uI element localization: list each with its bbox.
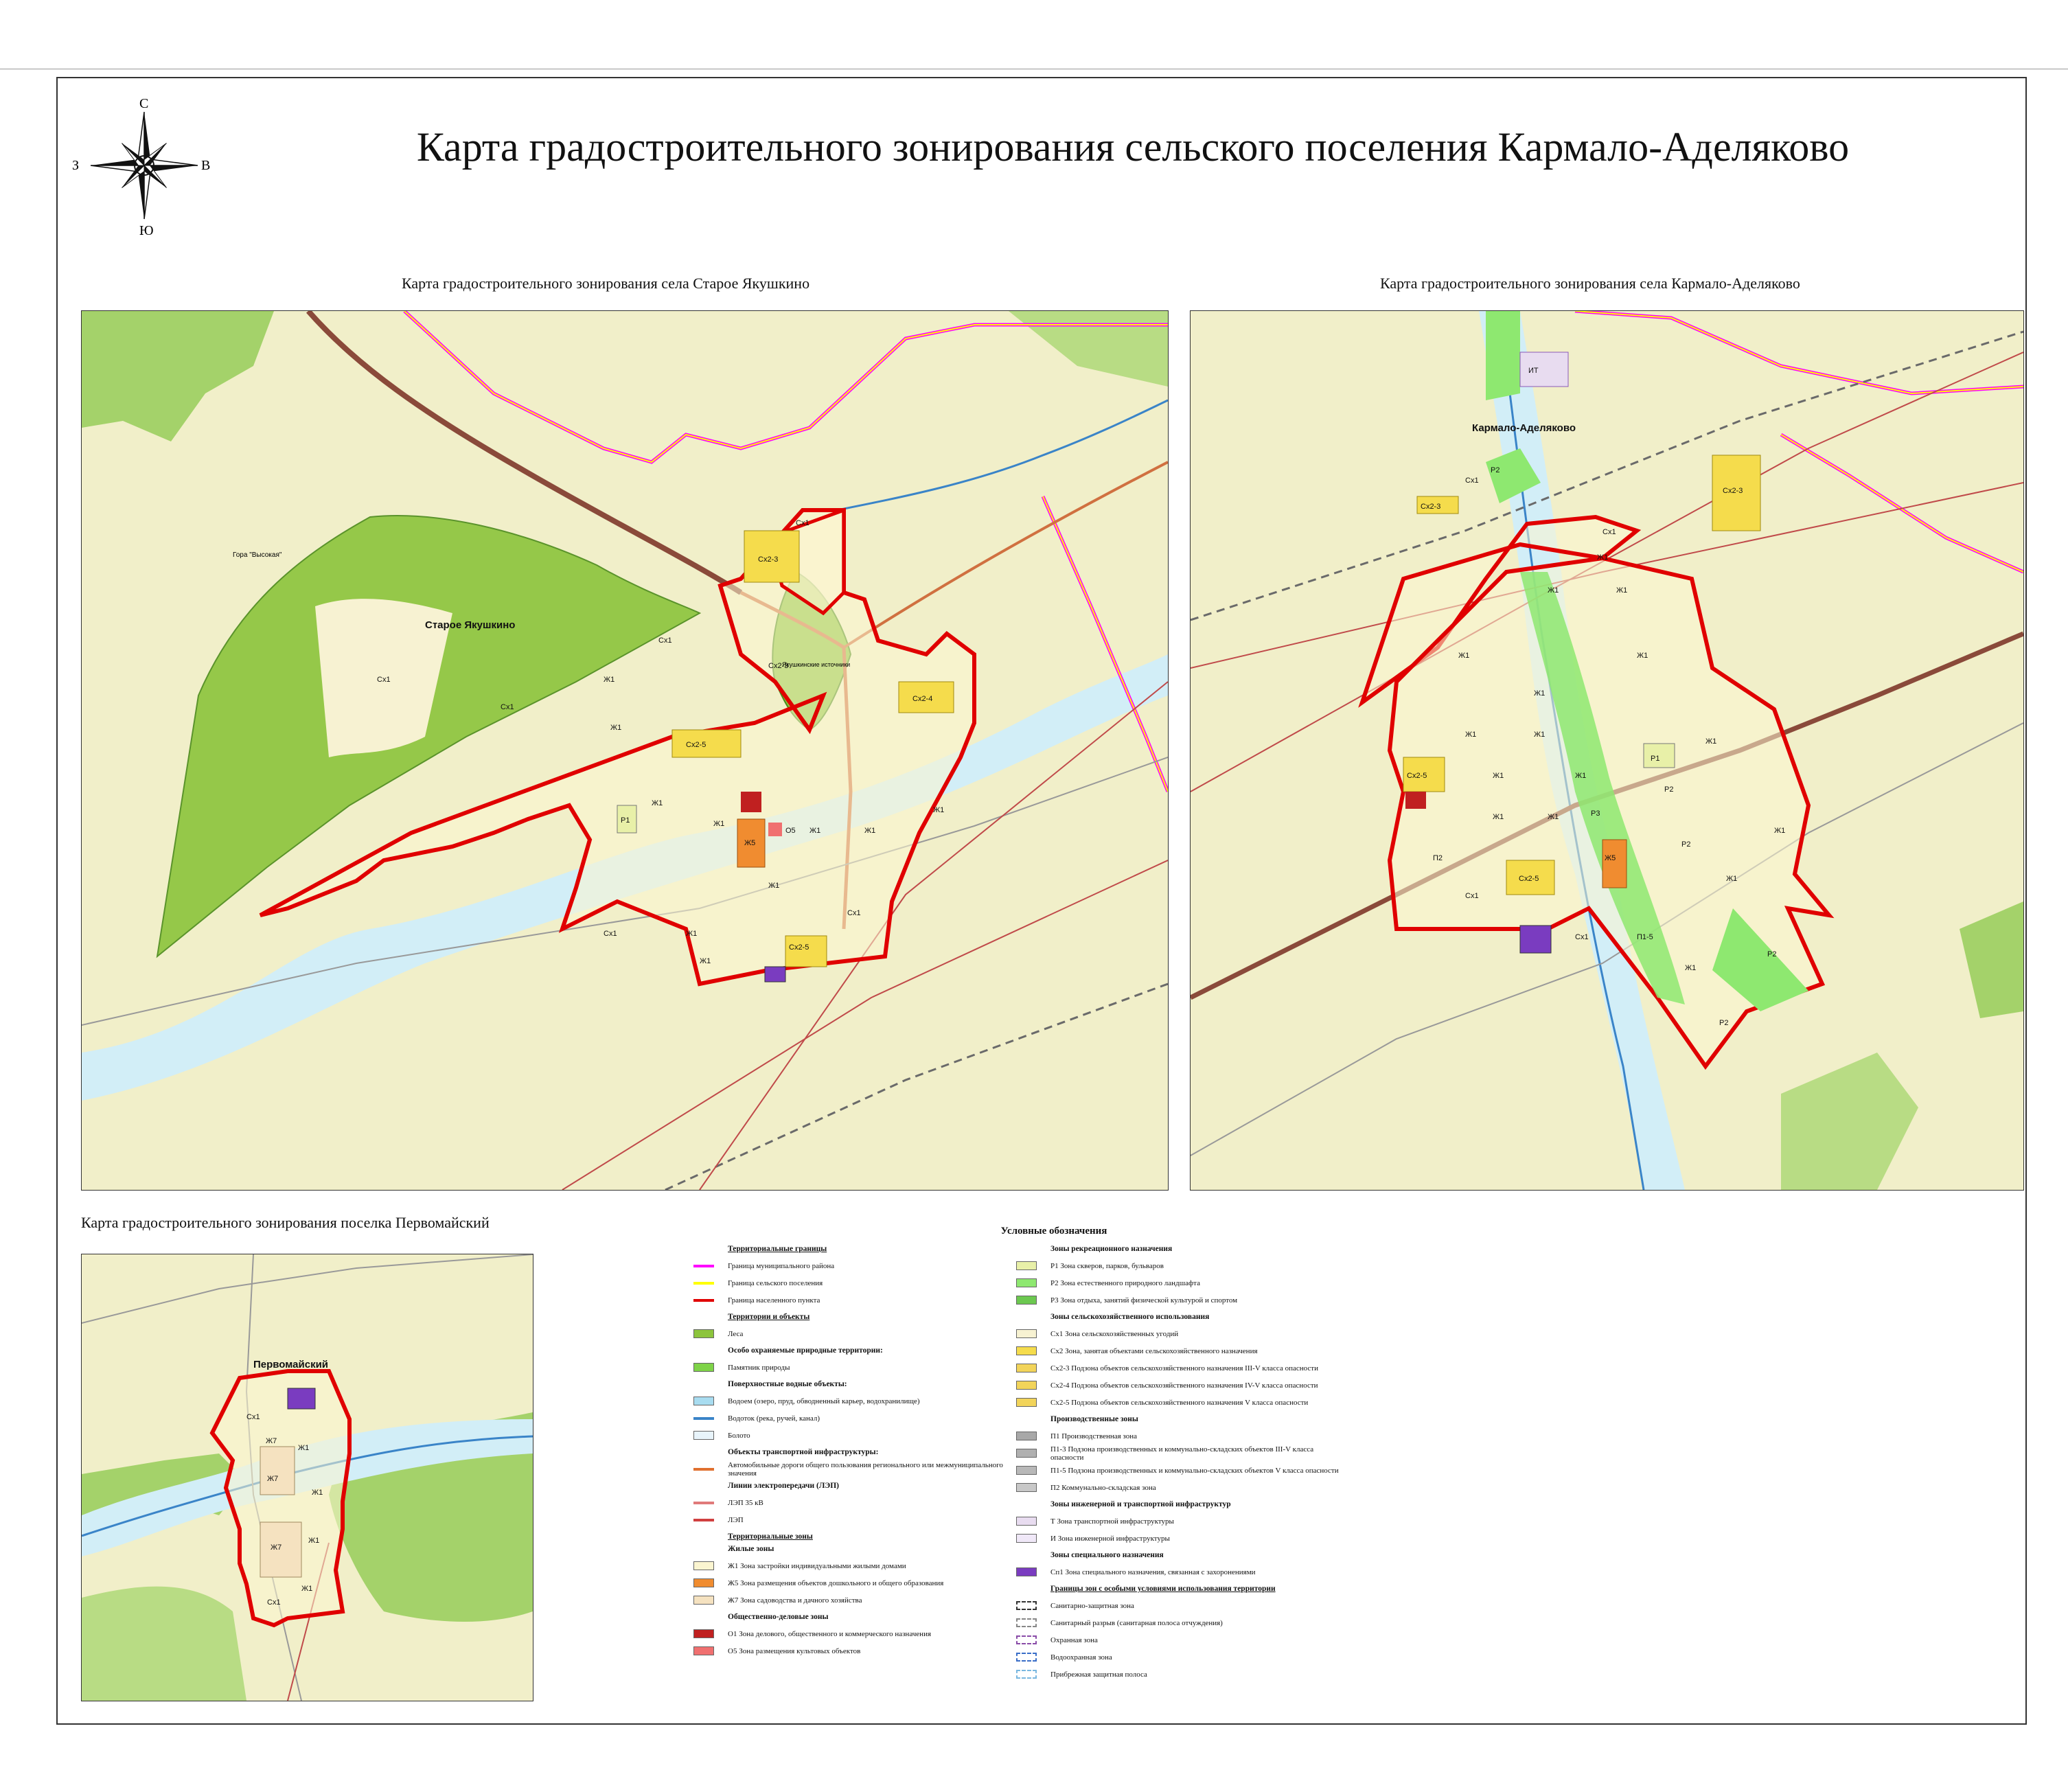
zone-patch-it[interactable]: [1520, 352, 1568, 387]
legend-title: Условные обозначения: [1000, 1226, 1107, 1237]
legend-swatch: [1016, 1381, 1037, 1390]
legend-section-header: Особо охраняемые природные территории:: [728, 1346, 883, 1355]
zone-label: Сх1: [267, 1598, 281, 1607]
legend-item: [693, 1325, 1016, 1342]
legend-item-label: Граница населенного пункта: [728, 1296, 820, 1305]
legend-swatch: [693, 1596, 714, 1605]
map-staroe-yakushkino[interactable]: [81, 310, 1169, 1191]
zone-label: Р2: [1719, 1019, 1729, 1027]
zone-label: Сх1: [246, 1413, 260, 1421]
zone-patch-zh7[interactable]: [260, 1447, 295, 1495]
legend-item: [693, 1592, 1016, 1609]
zone-label: Ж1: [604, 676, 615, 684]
legend-swatch: [1016, 1278, 1037, 1287]
zone-label: Сх1: [377, 676, 391, 684]
legend-section-header: Производственные зоны: [1050, 1415, 1138, 1423]
legend-section-header: Зоны инженерной и транспортной инфраструктур: [1050, 1500, 1231, 1508]
legend-item-label: О5 Зона размещения культовых объектов: [728, 1646, 861, 1655]
zone-patch-o1[interactable]: [741, 792, 761, 812]
zone-label: Сх1: [796, 519, 809, 527]
spring-label: Якушкинские источники: [782, 661, 851, 668]
legend-section-header: Зоны специального назначения: [1050, 1551, 1164, 1559]
zone-label: Сх1: [1465, 892, 1479, 900]
legend-item: [693, 1392, 1016, 1410]
zone-label: Сх2-5: [686, 741, 706, 749]
place-name-staroe-yakushkino: Старое Якушкино: [425, 619, 516, 631]
zone-label: Сх1: [1465, 476, 1479, 485]
legend-item: [1016, 1563, 1339, 1581]
legend-item-label: Сп1 Зона специального назначения, связанная с захоронениями: [1050, 1567, 1256, 1576]
legend-swatch: [1016, 1534, 1037, 1543]
zone-label: Р2: [1491, 466, 1500, 474]
legend-item-label: Водоем (озеро, пруд, обводненный карьер, водохранилище): [728, 1397, 920, 1405]
zone-patch-o5[interactable]: [768, 823, 782, 836]
page-title: Карта градостроительного зонирования сельского поселения Кармало-Аделяково: [416, 124, 1850, 170]
zone-label: Ж1: [298, 1444, 310, 1452]
zone-label: Ж7: [267, 1475, 279, 1483]
legend-swatch: [1016, 1346, 1037, 1355]
legend-item: [693, 1494, 1016, 1511]
zone-label: Ж1: [686, 930, 698, 938]
legend-swatch: [693, 1296, 714, 1305]
legend-column-1: [693, 1241, 1016, 1659]
legend-item-label: О1 Зона делового, общественного и коммерческого назначения: [728, 1629, 932, 1638]
legend-item-label: Леса: [728, 1329, 744, 1338]
zone-label: Ж1: [1575, 772, 1587, 780]
zone-label: Сх1: [847, 909, 861, 917]
legend-swatch: [1016, 1329, 1037, 1338]
zone-label: Ж1: [713, 820, 725, 828]
map-pervomaisky[interactable]: [81, 1254, 533, 1701]
legend-item-label: Граница сельского поселения: [728, 1278, 823, 1287]
legend-item: [1016, 1614, 1339, 1631]
legend-item: [1016, 1513, 1339, 1530]
legend-item-label: Памятник природы: [728, 1363, 790, 1372]
legend-item-label: П1-3 Подзона производственных и коммунально-складских объектов III-V класса опасности: [1050, 1445, 1314, 1462]
legend-swatch: [1016, 1432, 1037, 1440]
zone-label: Ж5: [744, 839, 756, 847]
legend-item-label: Сх2 Зона, занятая объектами сельскохозяйственного назначения: [1050, 1346, 1258, 1355]
zone-label: Р1: [1651, 755, 1660, 763]
legend-swatch: [1016, 1567, 1037, 1576]
legend-item-label: И Зона инженерной инфраструктуры: [1050, 1534, 1170, 1543]
legend-swatch: [693, 1431, 714, 1440]
zone-label: Ж1: [1548, 813, 1559, 821]
zone-label: Ж7: [266, 1437, 277, 1445]
legend-section-header: Объекты транспортной инфраструктуры:: [728, 1448, 879, 1456]
zone-label: Р2: [1681, 840, 1691, 849]
zone-label: П2: [1433, 854, 1443, 862]
zone-patch-zh5[interactable]: [1602, 840, 1627, 888]
legend-swatch: [693, 1414, 714, 1423]
legend-swatch: [693, 1363, 714, 1372]
legend-section-header: Территориальные границы: [728, 1245, 827, 1253]
legend-item-label: Санитарно-защитная зона: [1050, 1601, 1134, 1610]
zone-label: Ж1: [652, 799, 663, 807]
legend-item-label: Р3 Зона отдыха, занятий физической культурой и спортом: [1050, 1296, 1238, 1305]
zone-label: Сх2-3: [768, 662, 789, 670]
legend-item-label: П1-5 Подзона производственных и коммунально-складских объектов V класса опасности: [1050, 1466, 1339, 1475]
legend-item-label: Ж7 Зона садоводства и дачного хозяйства: [728, 1596, 862, 1605]
map-legend: [693, 1226, 1414, 1692]
legend-swatch: [693, 1397, 714, 1405]
zone-label: Ж1: [1685, 964, 1697, 972]
legend-item: [1016, 1597, 1339, 1614]
legend-item: [693, 1460, 1016, 1478]
legend-swatch: [1016, 1449, 1037, 1458]
legend-swatch: [693, 1561, 714, 1570]
zone-label: Ж5: [1605, 854, 1616, 862]
zone-label: Ж1: [933, 806, 945, 814]
zone-patch-sp1[interactable]: [765, 967, 785, 982]
legend-item-label: Водоток (река, ручей, канал): [728, 1414, 820, 1423]
legend-item: [1016, 1479, 1339, 1496]
zone-label: Сх1: [501, 703, 514, 711]
legend-item-label: Ж5 Зона размещения объектов дошкольного и общего образования: [728, 1578, 944, 1587]
zone-patch-r2[interactable]: [1486, 311, 1520, 400]
legend-item: [693, 1642, 1016, 1659]
legend-item: [693, 1625, 1016, 1642]
legend-item-label: П2 Коммунально-складская зона: [1050, 1483, 1156, 1492]
legend-item: [1016, 1530, 1339, 1547]
zone-label: Ж1: [1534, 731, 1546, 739]
zone-label: Ж1: [1534, 689, 1546, 698]
legend-item-label: Сх2-3 Подзона объектов сельскохозяйственного назначения III-V класса опасности: [1050, 1364, 1318, 1372]
legend-swatch: [693, 1515, 714, 1524]
zone-label: Сх2-5: [789, 943, 809, 952]
legend-section-header: Территориальные зоны: [728, 1532, 813, 1541]
legend-item: [693, 1359, 1016, 1376]
legend-item-label: Прибрежная защитная полоса: [1050, 1670, 1147, 1679]
zone-label: Сх1: [604, 930, 617, 938]
legend-item: [1016, 1291, 1339, 1309]
legend-item-label: Охранная зона: [1050, 1635, 1098, 1644]
mountain-label: Гора "Высокая": [233, 551, 282, 559]
legend-item: [693, 1410, 1016, 1427]
legend-swatch: [1016, 1398, 1037, 1407]
compass-north-label: С: [139, 96, 149, 111]
legend-item-label: Сх2-5 Подзона объектов сельскохозяйственного назначения V класса опасности: [1050, 1398, 1309, 1407]
legend-section-header: Зоны сельскохозяйственного использования: [1050, 1313, 1210, 1321]
legend-section-header: Зоны рекреационного назначения: [1050, 1245, 1173, 1253]
legend-swatch: [693, 1646, 714, 1655]
legend-item: [693, 1274, 1016, 1291]
legend-item-label: П1 Производственная зона: [1050, 1432, 1137, 1440]
zone-label: Ж1: [1774, 827, 1786, 835]
legend-section-header: Жилые зоны: [728, 1545, 774, 1553]
zone-label: Ж1: [1465, 731, 1477, 739]
zone-label: Ж1: [1637, 652, 1648, 660]
legend-item: [1016, 1359, 1339, 1377]
legend-section-header: Границы зон с особыми условиями использования территории: [1050, 1585, 1276, 1593]
legend-item: [693, 1257, 1016, 1274]
legend-swatch: [693, 1261, 714, 1270]
zone-label: Ж1: [1705, 737, 1717, 746]
legend-swatch: [693, 1329, 714, 1338]
zone-label: Сх2-3: [1421, 503, 1441, 511]
legend-item: [693, 1427, 1016, 1444]
legend-section-header: Поверхностные водные объекты:: [728, 1380, 847, 1388]
legend-swatch: [693, 1278, 714, 1287]
legend-item-label: Автомобильные дороги общего пользования регионального или межмуниципального значения: [728, 1460, 1003, 1478]
legend-swatch: [1016, 1653, 1037, 1662]
zone-label: ИТ: [1528, 367, 1539, 375]
legend-item: [693, 1291, 1016, 1309]
legend-swatch: [1016, 1635, 1037, 1644]
legend-item-label: Р1 Зона скверов, парков, бульваров: [1050, 1261, 1164, 1270]
legend-swatch: [1016, 1466, 1037, 1475]
zone-label: Ж1: [1726, 875, 1738, 883]
legend-swatch: [693, 1629, 714, 1638]
zone-label: Сх2-4: [912, 695, 933, 703]
zone-label: Ж1: [1458, 652, 1470, 660]
zone-label: Ж1: [864, 827, 876, 835]
legend-item-label: Сх2-4 Подзона объектов сельскохозяйственного назначения IV-V класса опасности: [1050, 1381, 1318, 1390]
compass-west-label: З: [72, 158, 80, 173]
zone-label: Р1: [621, 816, 630, 825]
legend-swatch: [1016, 1601, 1037, 1610]
zone-label: Ж1: [809, 827, 821, 835]
legend-item: [1016, 1257, 1339, 1274]
zone-label: Сх1: [658, 636, 672, 645]
map3-caption: Карта градостроительного зонирования поселка Первомайский: [81, 1214, 490, 1231]
legend-swatch: [1016, 1483, 1037, 1492]
legend-item: [1016, 1427, 1339, 1445]
map-karmalo-adelyakovo[interactable]: [1190, 310, 2024, 1191]
legend-item-label: Т Зона транспортной инфраструктуры: [1050, 1517, 1174, 1526]
legend-item: [1016, 1631, 1339, 1649]
legend-item: [693, 1511, 1016, 1528]
zone-patch-sh2-5[interactable]: [672, 730, 741, 757]
legend-item-label: Водоохранная зона: [1050, 1653, 1112, 1662]
zone-label: Р2: [1767, 950, 1777, 958]
zone-label: Ж7: [271, 1543, 282, 1552]
legend-section-header: Территории и объекты: [728, 1313, 810, 1321]
legend-item: [1016, 1666, 1339, 1683]
legend-swatch: [693, 1498, 714, 1507]
legend-swatch: [1016, 1670, 1037, 1679]
zone-label: О5: [785, 827, 796, 835]
place-name-pervomaisky: Первомайский: [253, 1359, 329, 1370]
map1-caption: Карта градостроительного зонирования села Старое Якушкино: [402, 275, 810, 292]
legend-section-header: Линии электропередачи (ЛЭП): [728, 1482, 839, 1490]
zone-label: Р3: [1591, 809, 1600, 818]
zone-label: Ж1: [312, 1489, 323, 1497]
zone-label: Ж1: [1616, 586, 1628, 595]
legend-item: [693, 1557, 1016, 1574]
legend-swatch: [1016, 1261, 1037, 1270]
zone-label: Ж1: [1597, 553, 1609, 562]
zone-label: Ж1: [1548, 586, 1559, 595]
zone-label: П1-5: [1637, 933, 1653, 941]
compass-east-label: В: [201, 158, 211, 173]
zone-label: Ж1: [301, 1585, 313, 1593]
zone-patch-sp1[interactable]: [1520, 926, 1551, 953]
legend-column-2: [1016, 1241, 1339, 1683]
zone-label: Ж1: [1493, 772, 1504, 780]
zone-patch-sp1[interactable]: [288, 1388, 315, 1409]
zone-patch-o1[interactable]: [1405, 792, 1426, 809]
legend-swatch: [693, 1464, 714, 1473]
legend-item-label: Сх1 Зона сельскохозяйственных угодий: [1050, 1329, 1179, 1338]
zone-label: Сх2-5: [1519, 875, 1539, 883]
place-name-karmalo-adelyakovo: Кармало-Аделяково: [1472, 422, 1576, 434]
zone-label: Ж1: [768, 882, 780, 890]
legend-item-label: Болото: [728, 1431, 750, 1440]
legend-item: [1016, 1649, 1339, 1666]
legend-item-label: Санитарный разрыв (санитарная полоса отчуждения): [1050, 1618, 1223, 1627]
forest-area: [82, 1587, 246, 1701]
legend-swatch: [1016, 1296, 1037, 1305]
zone-label: Сх2-3: [758, 555, 779, 564]
legend-item: [1016, 1462, 1339, 1479]
map2-caption: Карта градостроительного зонирования села Кармало-Аделяково: [1380, 275, 1800, 292]
legend-item: [1016, 1377, 1339, 1394]
legend-item: [1016, 1342, 1339, 1359]
compass-south-label: Ю: [139, 223, 154, 237]
legend-item-label: Ж1 Зона застройки индивидуальными жилыми домами: [728, 1561, 906, 1570]
legend-item: [693, 1574, 1016, 1592]
legend-swatch: [1016, 1517, 1037, 1526]
legend-swatch: [1016, 1364, 1037, 1372]
legend-item-label: Граница муниципального района: [728, 1261, 835, 1270]
compass-rose-icon: [72, 93, 216, 237]
zone-label: Сх1: [1575, 933, 1589, 941]
zone-label: Ж1: [308, 1537, 320, 1545]
legend-item-label: Р2 Зона естественного природного ландшафта: [1050, 1278, 1200, 1287]
zone-label: Ж1: [700, 957, 711, 965]
zone-label: Р2: [1664, 785, 1674, 794]
legend-item-label: ЛЭП 35 кВ: [728, 1498, 763, 1507]
zone-label: Ж1: [610, 724, 622, 732]
legend-swatch: [1016, 1618, 1037, 1627]
zone-label: Ж1: [1493, 813, 1504, 821]
legend-item-label: ЛЭП: [728, 1515, 744, 1524]
legend-item: [1016, 1274, 1339, 1291]
legend-item: [1016, 1325, 1339, 1342]
legend-section-header: Общественно-деловые зоны: [728, 1613, 829, 1621]
zone-label: Сх2-3: [1723, 487, 1743, 495]
zone-label: Сх1: [1602, 528, 1616, 536]
legend-swatch: [693, 1578, 714, 1587]
legend-item: [1016, 1394, 1339, 1411]
legend-item: [1016, 1445, 1339, 1462]
zone-label: Сх2-5: [1407, 772, 1427, 780]
